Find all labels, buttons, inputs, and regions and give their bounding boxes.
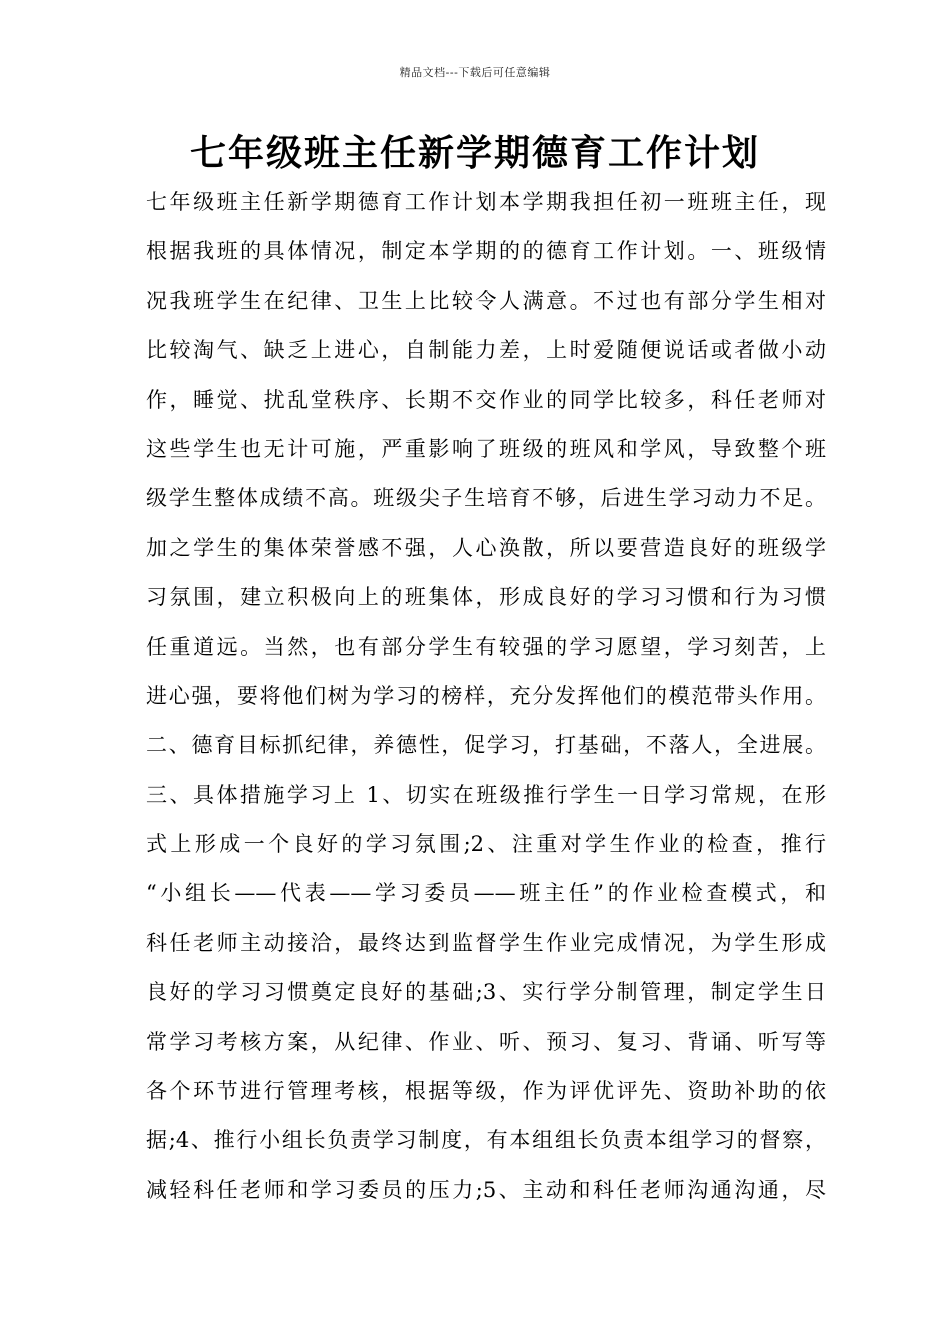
body-line: 根据我班的具体情况，制定本学期的的德育工作计划。一、班级情: [146, 239, 826, 264]
body-line: 作，睡觉、扰乱堂秩序、长期不交作业的同学比较多，科任老师对: [146, 387, 826, 412]
body-line: 三、具体措施学习上 1、切实在班级推行学生一日学习常规，在形: [146, 782, 826, 807]
body-line: 减轻科任老师和学习委员的压力;5、主动和科任老师沟通沟通，尽: [146, 1177, 826, 1202]
document-body: [146, 178, 826, 1215]
body-line: 二、德育目标抓纪律，养德性，促学习，打基础，不落人，全进展。: [146, 733, 826, 758]
body-line: 科任老师主动接洽，最终达到监督学生作业完成情况，为学生形成: [146, 930, 826, 955]
body-line: 况我班学生在纪律、卫生上比较令人满意。不过也有部分学生相对: [146, 288, 826, 313]
body-line: 七年级班主任新学期德育工作计划本学期我担任初一班班主任，现: [146, 190, 826, 214]
document-title: 七年级班主任新学期德育工作计划: [189, 132, 760, 174]
body-line: 各个环节进行管理考核，根据等级，作为评优评先、资助补助的依: [146, 1079, 826, 1104]
body-line: 任重道远。当然，也有部分学生有较强的学习愿望，学习刻苦，上: [146, 634, 826, 659]
header-note: 精品文档---下载后可任意编辑: [399, 66, 551, 79]
body-line: 据;4、推行小组长负责学习制度，有本组组长负责本组学习的督察，: [146, 1128, 826, 1153]
body-line: 级学生整体成绩不高。班级尖子生培育不够，后进生学习动力不足。: [146, 486, 826, 511]
body-line: 这些学生也无计可施，严重影响了班级的班风和学风，导致整个班: [146, 436, 826, 461]
body-line: 比较淘气、缺乏上进心，自制能力差，上时爱随便说话或者做小动: [146, 338, 826, 363]
body-line: “小组长——代表——学习委员——班主任”的作业检查模式，和: [146, 881, 826, 906]
body-line: 常学习考核方案，从纪律、作业、听、预习、复习、背诵、听写等: [146, 1029, 826, 1054]
body-line: 进心强，要将他们树为学习的榜样，充分发挥他们的模范带头作用。: [146, 683, 826, 708]
body-line: 良好的学习习惯奠定良好的基础;3、实行学分制管理，制定学生日: [146, 980, 826, 1005]
body-line: 式上形成一个良好的学习氛围;2、注重对学生作业的检查，推行: [146, 832, 826, 857]
body-line: 习氛围，建立积极向上的班集体，形成良好的学习习惯和行为习惯: [146, 585, 826, 610]
body-line: 加之学生的集体荣誉感不强，人心涣散，所以要营造良好的班级学: [146, 535, 826, 560]
